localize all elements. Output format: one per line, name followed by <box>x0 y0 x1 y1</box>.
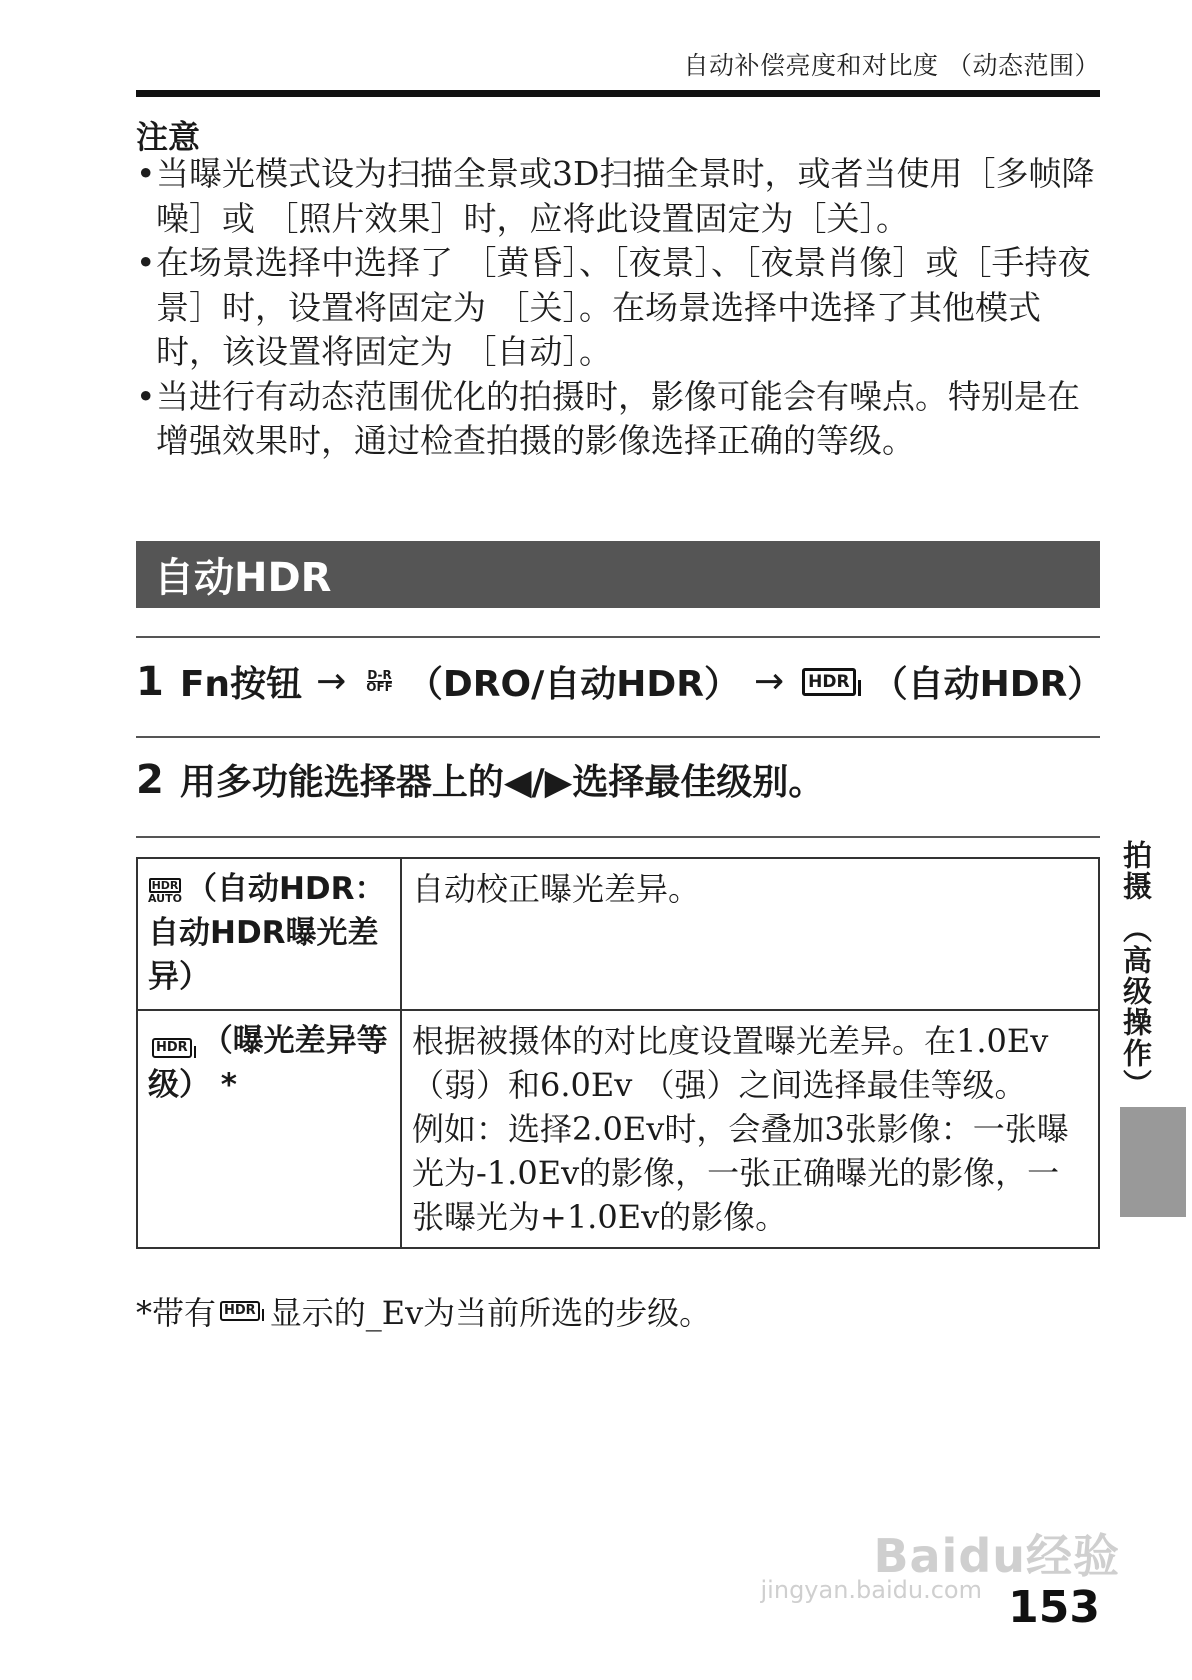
note-item: • 在场景选择中选择了 ［黄昏］、［夜景］、［夜景肖像］或［手持夜景］时，设置将固定为 ［关］。在场景选择中选择了其他模式时，该设置将固定为 ［自动］。 <box>136 243 1091 371</box>
bullet: • <box>136 154 156 193</box>
step-2 <box>136 754 828 805</box>
notes-title: 注意 <box>136 118 201 156</box>
table-row <box>137 1010 1099 1248</box>
hdr-icon: HDR <box>220 1301 260 1321</box>
notes-list <box>136 152 1100 464</box>
step-text: （DRO/自动HDR） <box>406 664 740 705</box>
hdr-auto-icon: HDR AUTO <box>148 878 182 905</box>
hdr-icon: HDR <box>152 1038 192 1058</box>
page-number: 153 <box>1008 1582 1100 1633</box>
step-text: 用多功能选择器上的◀/▶选择最佳级别。 <box>179 762 825 803</box>
divider <box>136 836 1100 838</box>
options-table <box>136 857 1100 1249</box>
header-rule <box>136 90 1100 97</box>
bullet: • <box>136 376 156 416</box>
option-name-cell: HDR （曝光差异等级） * <box>137 1010 401 1248</box>
divider <box>136 636 1100 638</box>
footnote: *带有 HDR 显示的_Ev为当前所选的步级。 <box>136 1294 712 1332</box>
section-bar <box>136 541 1100 608</box>
step-number: 1 <box>136 658 164 705</box>
arrow-icon: → <box>753 661 785 702</box>
table-row <box>137 858 1099 1010</box>
option-desc-cell: 根据被摄体的对比度设置曝光差异。在1.0Ev （弱）和6.0Ev （强）之间选择最佳等级。 例如：选择2.0Ev时，会叠加3张影像：一张曝光为-1.0Ev的影像，一张正确曝光的影像，一张曝光为+1.0Ev的影像。 <box>401 1010 1099 1248</box>
watermark-url: jingyan.baidu.com <box>760 1576 982 1604</box>
step-number: 2 <box>136 756 164 803</box>
step-text: Fn按钮 <box>179 664 303 705</box>
note-item: • 当曝光模式设为扫描全景或3D扫描全景时，或者当使用［多帧降噪］或 ［照片效果］时，应将此设置固定为［关］。 <box>136 154 1095 238</box>
arrow-icon: → <box>316 661 347 702</box>
divider <box>136 736 1100 738</box>
option-desc-cell: 自动校正曝光差异。 <box>401 858 1099 1010</box>
step-1 <box>136 656 1107 707</box>
hdr-icon: HDR <box>802 668 855 696</box>
watermark-logo: Baidu经验 <box>873 1529 1120 1583</box>
option-name-cell: HDR AUTO （自动HDR：自动HDR曝光差异） <box>137 858 401 1010</box>
section-title: 自动HDR <box>154 555 332 601</box>
dro-icon: D-R OFF <box>366 668 393 694</box>
side-tab-label: 拍摄 （高级操作） <box>1119 840 1153 1101</box>
bullet: • <box>136 243 156 282</box>
side-tab-block <box>1120 1107 1186 1217</box>
step-text: （自动HDR） <box>871 664 1104 705</box>
running-header: 自动补偿亮度和对比度 （动态范围） <box>683 51 1100 80</box>
note-item: • 当进行有动态范围优化的拍摄时，影像可能会有噪点。特别是在增强效果时，通过检查拍摄的影像选择正确的等级。 <box>136 376 1080 460</box>
